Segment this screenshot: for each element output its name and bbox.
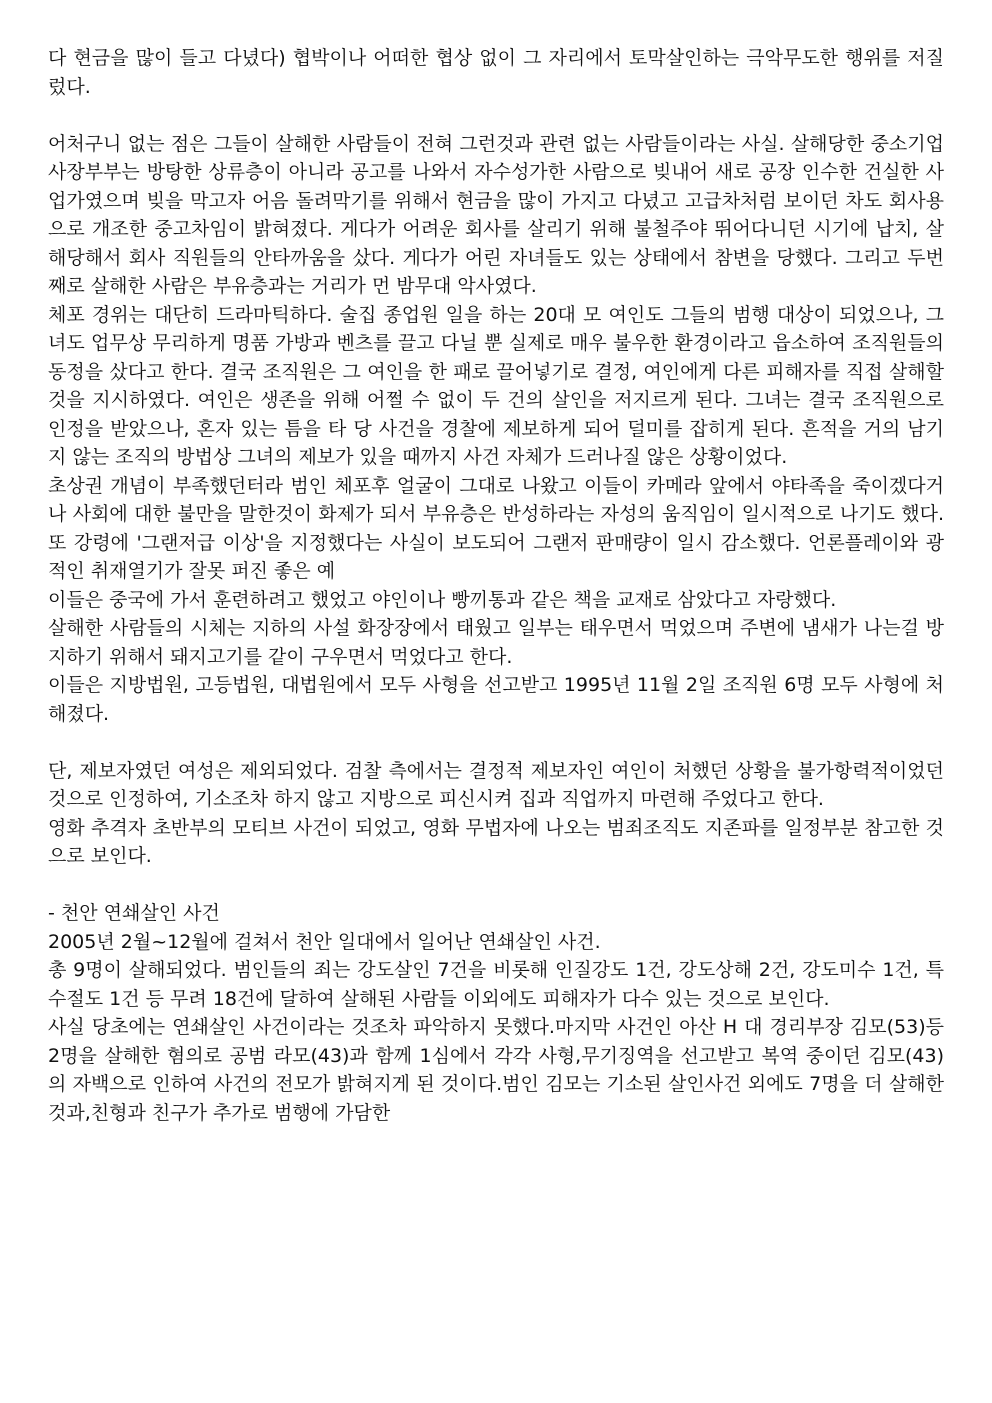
paragraph-5: 이들은 중국에 가서 훈련하려고 했었고 야인이나 빵끼통과 같은 책을 교재로 삼았다고 자랑했다. (48, 588, 837, 611)
paragraph-2: 어처구니 없는 점은 그들이 살해한 사람들이 전혀 그런것과 관련 없는 사람들이라는 사실. 살해당한 중소기업 사장부부는 방탕한 상류층이 아니라 공고를 나와서 자수성가한 사람으로 빚내어 새로 공장 인수한 건실한 사업가였으며 빚을 막고자 어음 돌려막기를 위해서 현금을 많이 가지고 다녔고 고급차처럼 보이던 차도 회사용으로 개조한 중고차임이 밝혀졌다. 게다가 어려운 회사를 살리기 위해 불철주야 뛰어다니던 시기에 납치, 살해당해서 회사 직원들의 안타까움을 샀다. 게다가 어린 자녀들도 있는 상태에서 참변을 당했다. 그리고 두번째로 살해한 사람은 부유층과는 거리가 먼 밤무대 악사였다. (48, 132, 944, 297)
document-page (48, 44, 944, 1127)
paragraph-11: 총 9명이 살해되었다. 범인들의 죄는 강도살인 7건을 비롯해 인질강도 1건, 강도상해 2건, 강도미수 1건, 특수절도 1건 등 무려 18건에 달하여 살해된 사람들 이외에도 피해자가 다수 있는 것으로 보인다. (48, 959, 944, 1010)
paragraph-8: 단, 제보자였던 여성은 제외되었다. 검찰 측에서는 결정적 제보자인 여인이 처했던 상황을 불가항력적이었던 것으로 인정하여, 기소조차 하지 않고 지방으로 피신시켜 집과 직업까지 마련해 주었다고 한다. (48, 759, 944, 810)
paragraph-10: 2005년 2월~12월에 걸쳐서 천안 일대에서 일어난 연쇄살인 사건. (48, 930, 601, 953)
paragraph-gap-3 (48, 871, 944, 900)
paragraph-12: 사실 당초에는 연쇄살인 사건이라는 것조차 파악하지 못했다.마지막 사건인 아산 H 대 경리부장 김모(53)등 2명을 살해한 혐의로 공범 라모(43)과 함께 1심에서 각각 사형,무기징역을 선고받고 복역 중이던 김모(43)의 자백으로 인하여 사건의 전모가 밝혀지게 된 것이다.범인 김모는 기소된 살인사건 외에도 7명을 더 살해한 것과,친형과 친구가 추가로 범행에 가담한 (48, 1016, 944, 1124)
paragraph-7: 이들은 지방법원, 고등법원, 대법원에서 모두 사형을 선고받고 1995년 11월 2일 조직원 6명 모두 사형에 처해졌다. (48, 674, 944, 725)
paragraph-6: 살해한 사람들의 시체는 지하의 사설 화장장에서 태웠고 일부는 태우면서 먹었으며 주변에 냄새가 나는걸 방지하기 위해서 돼지고기를 같이 구우면서 먹었다고 한다. (48, 617, 944, 668)
paragraph-gap-1 (48, 101, 944, 130)
paragraph-9: 영화 추격자 초반부의 모티브 사건이 되었고, 영화 무법자에 나오는 범죄조직도 지존파를 일정부분 참고한 것으로 보인다. (48, 816, 944, 867)
section-heading: - 천안 연쇄살인 사건 (48, 902, 220, 924)
paragraph-3: 체포 경위는 대단히 드라마틱하다. 술집 종업원 일을 하는 20대 모 여인도 그들의 범행 대상이 되었으나, 그녀도 업무상 무리하게 명품 가방과 벤츠를 끌고 다닐 뿐 실제로 매우 불우한 환경이라고 읍소하여 조직원들의 동정을 샀다고 한다. 결국 조직원은 그 여인을 한 패로 끌어넣기로 결정, 여인에게 다른 피해자를 직접 살해할 것을 지시하였다. 여인은 생존을 위해 어쩔 수 없이 두 건의 살인을 저지르게 된다. 그녀는 결국 조직원으로 인정을 받았으나, 혼자 있는 틈을 타 당 사건을 경찰에 제보하게 되어 덜미를 잡히게 된다. 흔적을 거의 남기지 않는 조직의 방법상 그녀의 제보가 있을 때까지 사건 자체가 드러나질 않은 상황이었다. (48, 303, 944, 468)
paragraph-4: 초상권 개념이 부족했던터라 범인 체포후 얼굴이 그대로 나왔고 이들이 카메라 앞에서 야타족을 죽이겠다거나 사회에 대한 불만을 말한것이 화제가 되서 부유층은 반성하라는 자성의 움직임이 일시적으로 나기도 했다. 또 강령에 '그랜저급 이상'을 지정했다는 사실이 보도되어 그랜저 판매량이 일시 감소했다. 언론플레이와 광적인 취재열기가 잘못 퍼진 좋은 예 (48, 474, 944, 582)
paragraph-gap-2 (48, 728, 944, 757)
paragraph-1: 다 현금을 많이 들고 다녔다) 협박이나 어떠한 협상 없이 그 자리에서 토막살인하는 극악무도한 행위를 저질렀다. (48, 47, 944, 98)
